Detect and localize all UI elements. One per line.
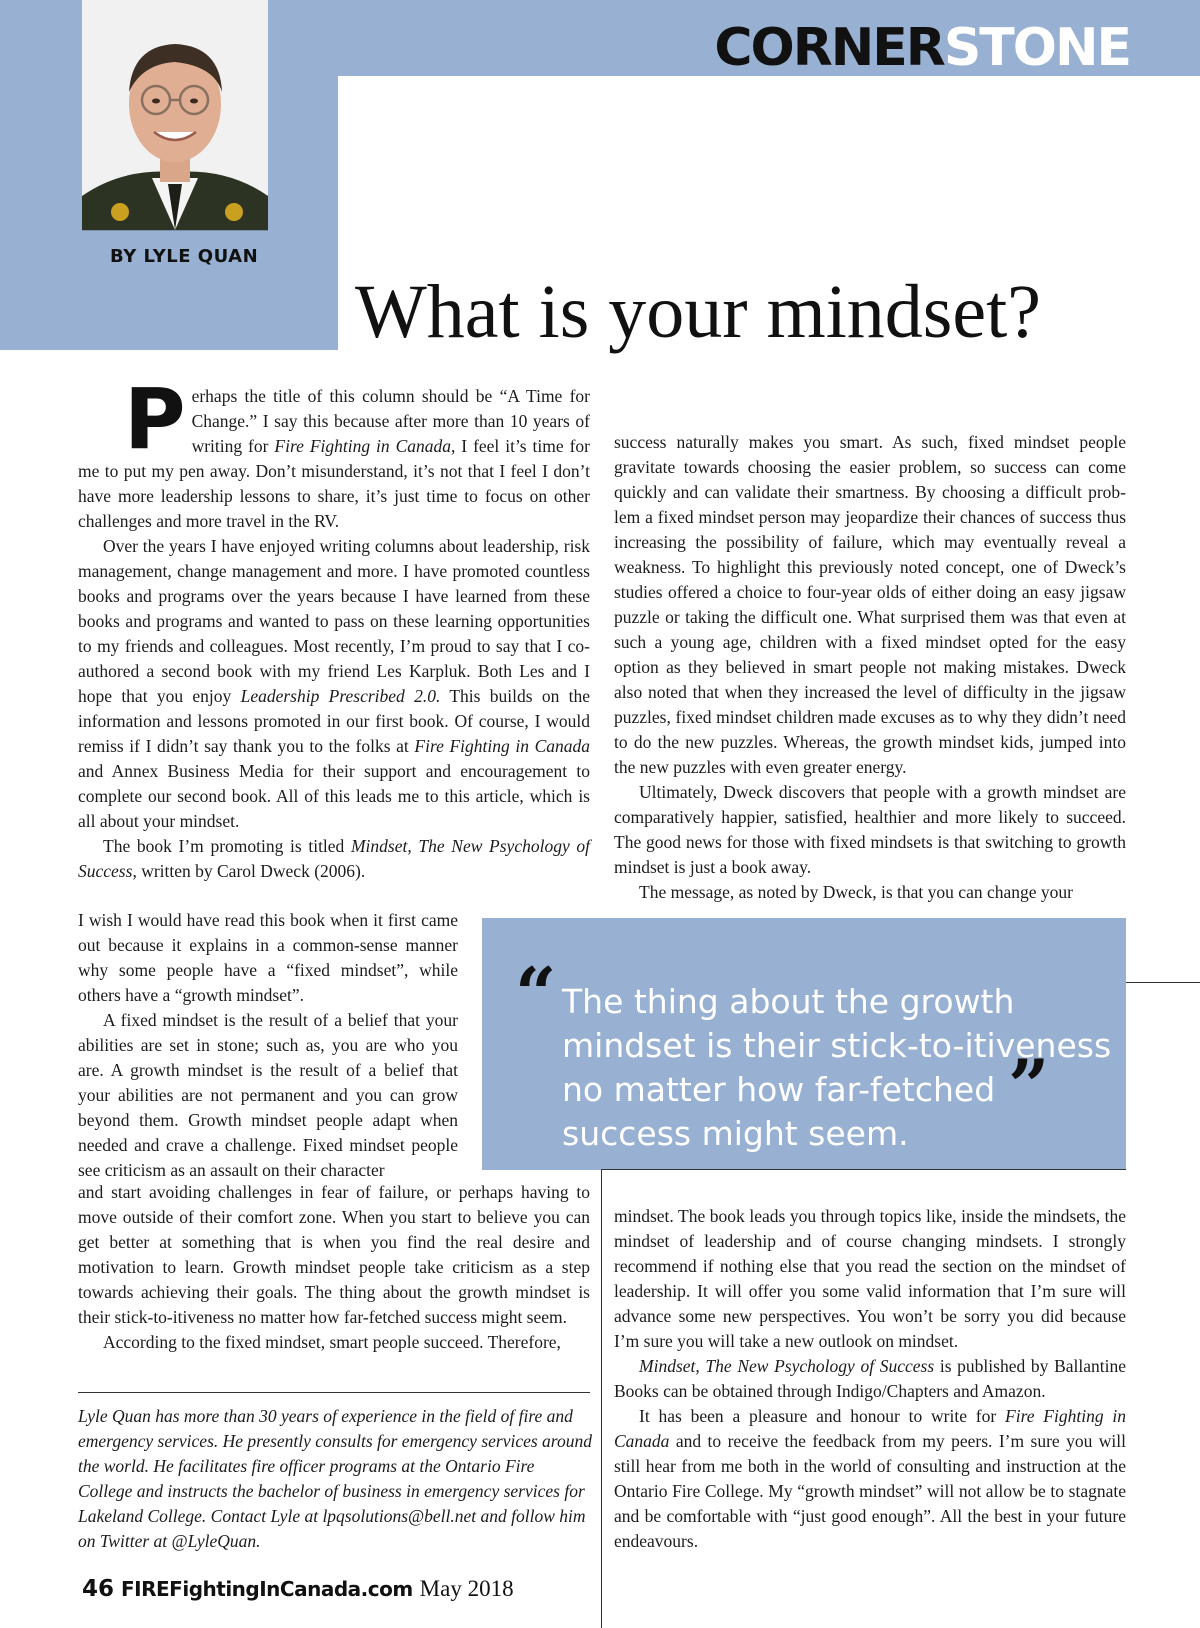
column-divider-horizontal <box>601 1169 1126 1170</box>
kicker-stone: STONE <box>943 18 1130 78</box>
book-title: Mindset, The New Psychology of Success <box>639 1356 935 1376</box>
publication-name: Fire Fighting in Canada <box>274 436 451 456</box>
paragraph-body: A fixed mindset is the result of a belief that your abilities are set in stone; such as, you are who you are. A growth mindset is the result of a belief that your abilities are not permanent and you can grow beyond them. Growth mindset people adapt when needed and crave a challenge. Fixed mindset people see criticism as an assault on their character <box>78 1010 458 1180</box>
paragraph-body: It has been a pleasure and honour to write for Fire Fighting in Canada and to receive the feedback from my peers. I’m sure you will still hear from me both in the world of consulting and instruction at the Ontario Fire College. My “growth mindset” will not allow be to stagnate and be comfortable with “just good enough”. All the best in your future endeavours. <box>614 1406 1126 1551</box>
publication-name: Fire Fighting in Canada <box>614 1406 1126 1451</box>
paragraph-body: success naturally makes you smart. As such, fixed mindset people gravitate towards choosing the easier problem, so success can come quickly and can validate their smartness. By choosing a difficult prob- lem a fixed mindset person may jeopardize their chances of success thus increasing the possibility of failure, which may eventually reveal a weakness. To highlight this previously noted concept, one of Dweck’s studies offered a choice to four-year olds of either doing an easy jigsaw puzzle or taking the difficult one. What surprised them was that even at such a young age, children with a fixed mindset opted for the easy option as they believed in smart people not making mistakes. Dweck also noted that when they increased the level of difficulty in the jigsaw puzzles, fixed mindset children made excuses as to why they didn’t need to do the new puzzles. Whereas, the growth mindset kids, jumped into the new puzzles with even greater energy. <box>614 432 1126 777</box>
pull-quote-text: The thing about the growth mindset is their stick-to-itiveness no matter how far-fetched success might seem. <box>562 982 1112 1153</box>
page-footer <box>82 1574 514 1605</box>
paragraph-body: The message, as noted by Dweck, is that you can change your <box>639 882 1073 902</box>
paragraph-body: I wish I would have read this book when it first came out because it explains in a common-sense manner why some people have a “fixed mindset”, while others have a “growth mindset”. <box>78 910 458 1005</box>
bio-divider <box>78 1392 590 1393</box>
drop-cap: P <box>124 370 186 468</box>
byline: BY LYLE QUAN <box>110 246 259 267</box>
pull-quote-rule <box>1126 982 1200 983</box>
page-number: 46 <box>82 1576 115 1602</box>
footer-date: May 2018 <box>419 1576 514 1601</box>
paragraph-body: Over the years I have enjoyed writing columns about leadership, risk management, change management and more. I have promoted countless books and programs over the years because I have learned from these books and programs and wanted to pass on these learning opportunities to my friends and colleagues. Most recently, I’m proud to say that I co-authored a second book with my friend Les Karpluk. Both Les and I hope that you enjoy Leadership Prescribed 2.0. This builds on the information and lessons promoted in our first book. Of course, I would remiss if I didn’t say thank you to the folks at Fire Fighting in Canada and Annex Business Media for their support and encouragement to complete our second book. All of this leads me to this article, which is all about your mindset. <box>78 536 591 831</box>
publication-name: Fire Fighting in Canada <box>414 736 590 756</box>
book-title: Mindset, The New Psychology of Success <box>78 836 590 881</box>
article-column-left-bottom <box>78 1180 590 1355</box>
author-bio: Lyle Quan has more than 30 years of experience in the field of fire and emergency services. He presently consults for emergency services around the world. He facilitates fire officer programs at the Ontario Fire College and instructs the bachelor of business in emergency services for Lakeland College. Contact Lyle at lpqsolutions@bell.net and follow him on Twitter at @LyleQuan. <box>78 1406 592 1551</box>
paragraph-body: and start avoiding challenges in fear of failure, or perhaps having to move outside of their comfort zone. When you start to believe you can get better at something that is when you find the real desire and motivation to learn. Growth mindset people take criticism as a step towards achieving their goals. The thing about the growth mindset is their stick-to-itiveness no matter how far-fetched success might seem. <box>78 1182 590 1327</box>
article-column-right-bottom <box>614 1204 1126 1554</box>
footer-site: FIREFightingInCanada.com <box>121 1577 413 1601</box>
paragraph-body: Mindset, The New Psychology of Success is published by Ballantine Books can be obtained through Indigo/Chapters and Amazon. <box>614 1356 1126 1401</box>
article-column-left-top <box>78 370 591 884</box>
paragraph-body: mindset. The book leads you through topics like, inside the mindsets, the mindset of leadership and of course changing mindsets. I strongly recommend if nothing else that you read the section on the mindset of leadership. It will offer you some valid information that I’m sure will advance some new perspectives. You won’t be sorry you did because I’m sure you will take a new outlook on mindset. <box>614 1206 1126 1351</box>
column-divider-vertical <box>601 1170 602 1628</box>
article-column-left-narrow <box>78 908 458 1183</box>
article-column-right-top <box>614 430 1126 905</box>
author-photo <box>82 0 268 231</box>
paragraph-body: The book I’m promoting is titled Mindset, The New Psychology of Success, written by Carol Dweck (2006). <box>78 836 590 881</box>
author-portrait-image <box>82 0 268 230</box>
open-quote-icon: “ <box>515 951 557 1036</box>
paragraph-body: Ultimately, Dweck discovers that people with a growth mindset are comparatively happier, satisfied, healthier and more likely to succeed. The good news for those with fixed mindsets is that switching to growth mindset is just a book away. <box>614 782 1126 877</box>
section-kicker <box>714 18 1130 78</box>
article-headline: What is your mindset? <box>355 270 1041 354</box>
kicker-corner: CORNER <box>714 18 944 78</box>
close-quote-icon: ” <box>1008 1043 1050 1128</box>
paragraph-intro: Perhaps the title of this column should be “A Time for Change.” I say this because after more than 10 years of writing for Fire Fighting in Canada, I feel it’s time for me to put my pen away. Don’t misunderstand, it’s not that I feel I don’t have more leadership lessons to share, it’s just time to focus on other challenges and more travel in the RV. <box>78 370 590 531</box>
book-title: Leadership Prescribed 2.0. <box>240 686 441 706</box>
paragraph-body: According to the fixed mindset, smart people succeed. Therefore, <box>103 1332 561 1352</box>
